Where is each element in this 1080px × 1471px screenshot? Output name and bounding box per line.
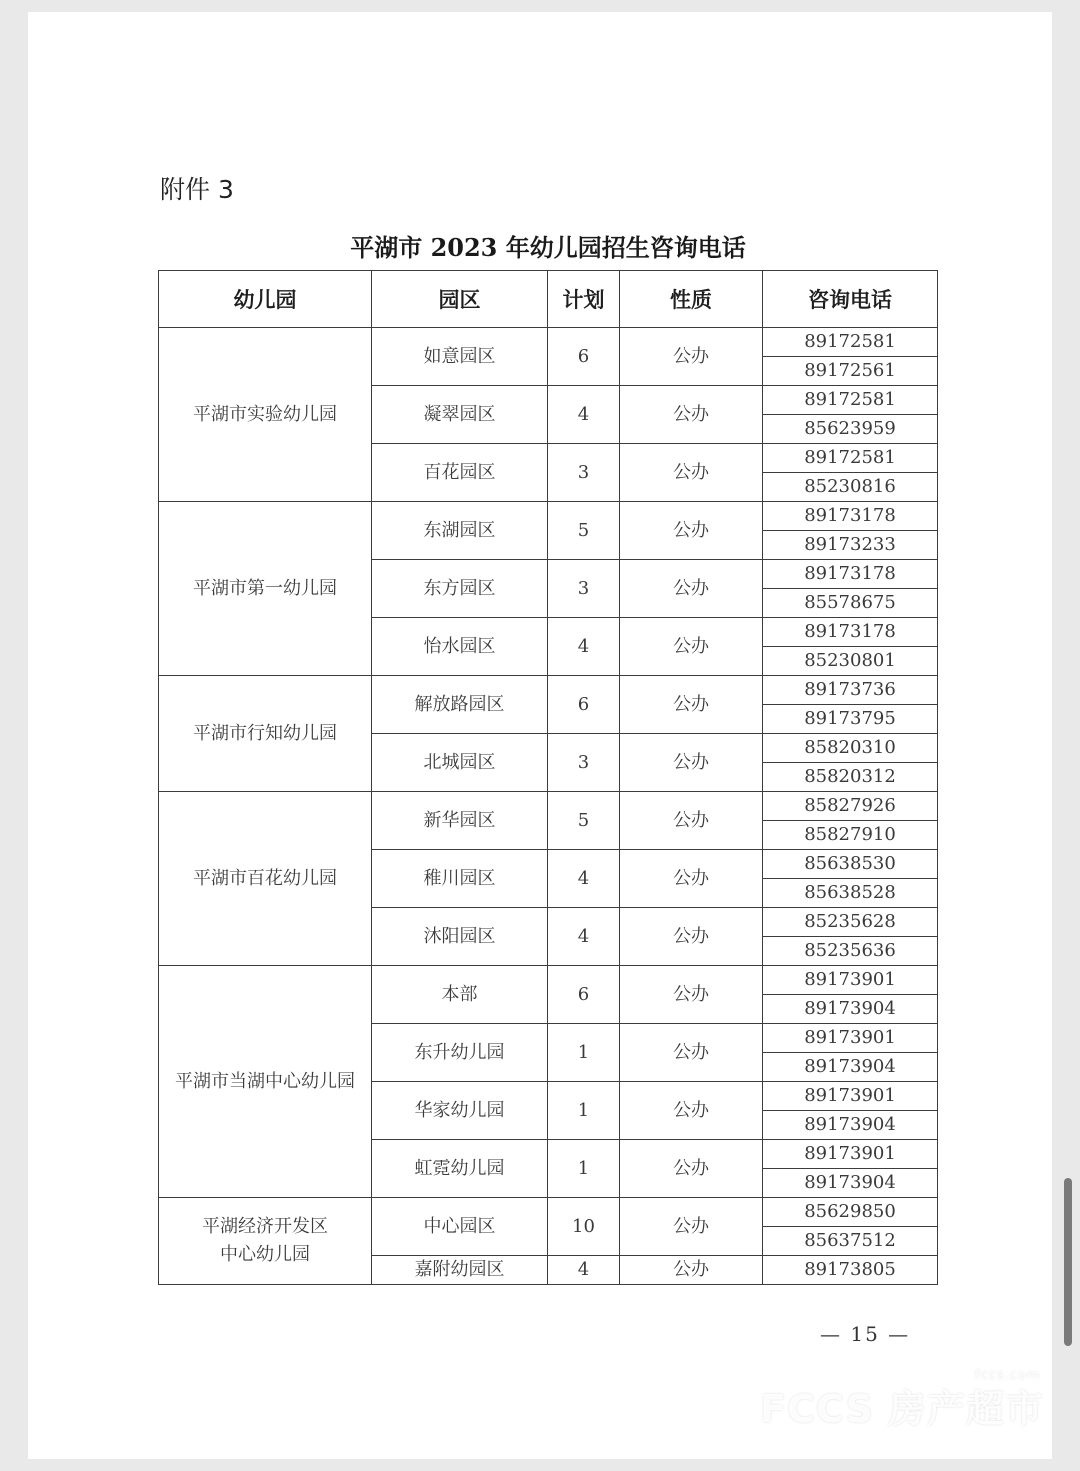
nature-cell: 公办 <box>620 1140 763 1198</box>
phone-cell: 89173904 <box>763 1053 938 1082</box>
plan-cell: 1 <box>548 1082 620 1140</box>
phone-cell: 85235628 <box>763 908 938 937</box>
phone-cell: 89173178 <box>763 502 938 531</box>
campus-cell: 解放路园区 <box>372 676 548 734</box>
campus-cell: 本部 <box>372 966 548 1024</box>
plan-cell: 4 <box>548 386 620 444</box>
table-row <box>159 676 938 705</box>
nature-cell: 公办 <box>620 618 763 676</box>
phone-cell: 85820310 <box>763 734 938 763</box>
campus-cell: 新华园区 <box>372 792 548 850</box>
enrollment-table <box>158 270 938 1285</box>
phone-cell: 85827910 <box>763 821 938 850</box>
table-body <box>159 328 938 1285</box>
phone-cell: 85230816 <box>763 473 938 502</box>
attachment-label: 附件 3 <box>160 175 234 204</box>
nature-cell: 公办 <box>620 1198 763 1256</box>
plan-cell: 6 <box>548 966 620 1024</box>
watermark-logo <box>760 1368 1045 1433</box>
phone-cell: 85638528 <box>763 879 938 908</box>
phone-cell: 89173736 <box>763 676 938 705</box>
phone-cell: 89172581 <box>763 328 938 357</box>
watermark-domain: fccs.com <box>975 1368 1041 1383</box>
plan-cell: 4 <box>548 908 620 966</box>
phone-cell: 89173901 <box>763 1024 938 1053</box>
phone-cell: 89173904 <box>763 995 938 1024</box>
phone-cell: 89173795 <box>763 705 938 734</box>
nature-cell: 公办 <box>620 734 763 792</box>
nature-cell: 公办 <box>620 1024 763 1082</box>
phone-cell: 89173805 <box>763 1256 938 1285</box>
plan-cell: 5 <box>548 792 620 850</box>
table-row <box>159 966 938 995</box>
nature-cell: 公办 <box>620 386 763 444</box>
header-kindergarten: 幼儿园 <box>159 271 372 328</box>
phone-cell: 89173233 <box>763 531 938 560</box>
nature-cell: 公办 <box>620 676 763 734</box>
plan-cell: 10 <box>548 1198 620 1256</box>
campus-cell: 沐阳园区 <box>372 908 548 966</box>
table-row <box>159 1198 938 1227</box>
nature-cell: 公办 <box>620 560 763 618</box>
phone-cell: 89173178 <box>763 560 938 589</box>
plan-cell: 3 <box>548 560 620 618</box>
phone-cell: 89173901 <box>763 1082 938 1111</box>
phone-cell: 89173178 <box>763 618 938 647</box>
phone-cell: 89173904 <box>763 1111 938 1140</box>
campus-cell: 百花园区 <box>372 444 548 502</box>
kindergarten-name-cell: 平湖市当湖中心幼儿园 <box>159 966 372 1198</box>
phone-cell: 85637512 <box>763 1227 938 1256</box>
campus-cell: 东方园区 <box>372 560 548 618</box>
document-title: 平湖市 2023 年幼儿园招生咨询电话 <box>350 233 746 262</box>
phone-cell: 89172581 <box>763 386 938 415</box>
header-phone: 咨询电话 <box>763 271 938 328</box>
phone-cell: 85235636 <box>763 937 938 966</box>
kindergarten-name-cell: 平湖市百花幼儿园 <box>159 792 372 966</box>
campus-cell: 如意园区 <box>372 328 548 386</box>
plan-cell: 6 <box>548 676 620 734</box>
campus-cell: 北城园区 <box>372 734 548 792</box>
campus-cell: 中心园区 <box>372 1198 548 1256</box>
phone-cell: 85827926 <box>763 792 938 821</box>
kindergarten-name-cell: 平湖经济开发区 中心幼儿园 <box>159 1198 372 1285</box>
phone-cell: 89173904 <box>763 1169 938 1198</box>
table-header-row <box>159 271 938 328</box>
campus-cell: 凝翠园区 <box>372 386 548 444</box>
campus-cell: 稚川园区 <box>372 850 548 908</box>
phone-cell: 85820312 <box>763 763 938 792</box>
nature-cell: 公办 <box>620 502 763 560</box>
phone-cell: 85638530 <box>763 850 938 879</box>
plan-cell: 1 <box>548 1024 620 1082</box>
plan-cell: 5 <box>548 502 620 560</box>
plan-cell: 4 <box>548 850 620 908</box>
header-campus: 园区 <box>372 271 548 328</box>
phone-cell: 85623959 <box>763 415 938 444</box>
nature-cell: 公办 <box>620 1082 763 1140</box>
page-number: — 15 — <box>820 1322 911 1346</box>
plan-cell: 4 <box>548 1256 620 1285</box>
nature-cell: 公办 <box>620 908 763 966</box>
header-plan: 计划 <box>548 271 620 328</box>
campus-cell: 东升幼儿园 <box>372 1024 548 1082</box>
table-row <box>159 328 938 357</box>
campus-cell: 华家幼儿园 <box>372 1082 548 1140</box>
campus-cell: 东湖园区 <box>372 502 548 560</box>
phone-cell: 85629850 <box>763 1198 938 1227</box>
nature-cell: 公办 <box>620 1256 763 1285</box>
kindergarten-name-cell: 平湖市第一幼儿园 <box>159 502 372 676</box>
campus-cell: 虹霓幼儿园 <box>372 1140 548 1198</box>
plan-cell: 3 <box>548 444 620 502</box>
phone-cell: 89172561 <box>763 357 938 386</box>
scrollbar-thumb[interactable] <box>1064 1178 1072 1346</box>
phone-cell: 89173901 <box>763 1140 938 1169</box>
nature-cell: 公办 <box>620 444 763 502</box>
campus-cell: 嘉附幼园区 <box>372 1256 548 1285</box>
phone-cell: 85230801 <box>763 647 938 676</box>
plan-cell: 3 <box>548 734 620 792</box>
nature-cell: 公办 <box>620 792 763 850</box>
plan-cell: 1 <box>548 1140 620 1198</box>
phone-cell: 89173901 <box>763 966 938 995</box>
campus-cell: 怡水园区 <box>372 618 548 676</box>
nature-cell: 公办 <box>620 328 763 386</box>
plan-cell: 6 <box>548 328 620 386</box>
plan-cell: 4 <box>548 618 620 676</box>
phone-cell: 89172581 <box>763 444 938 473</box>
watermark-brand: FCCS 房产超市 <box>760 1387 1045 1431</box>
nature-cell: 公办 <box>620 850 763 908</box>
kindergarten-name-cell: 平湖市实验幼儿园 <box>159 328 372 502</box>
kindergarten-name-cell: 平湖市行知幼儿园 <box>159 676 372 792</box>
table-row <box>159 792 938 821</box>
header-nature: 性质 <box>620 271 763 328</box>
table-row <box>159 502 938 531</box>
phone-cell: 85578675 <box>763 589 938 618</box>
nature-cell: 公办 <box>620 966 763 1024</box>
